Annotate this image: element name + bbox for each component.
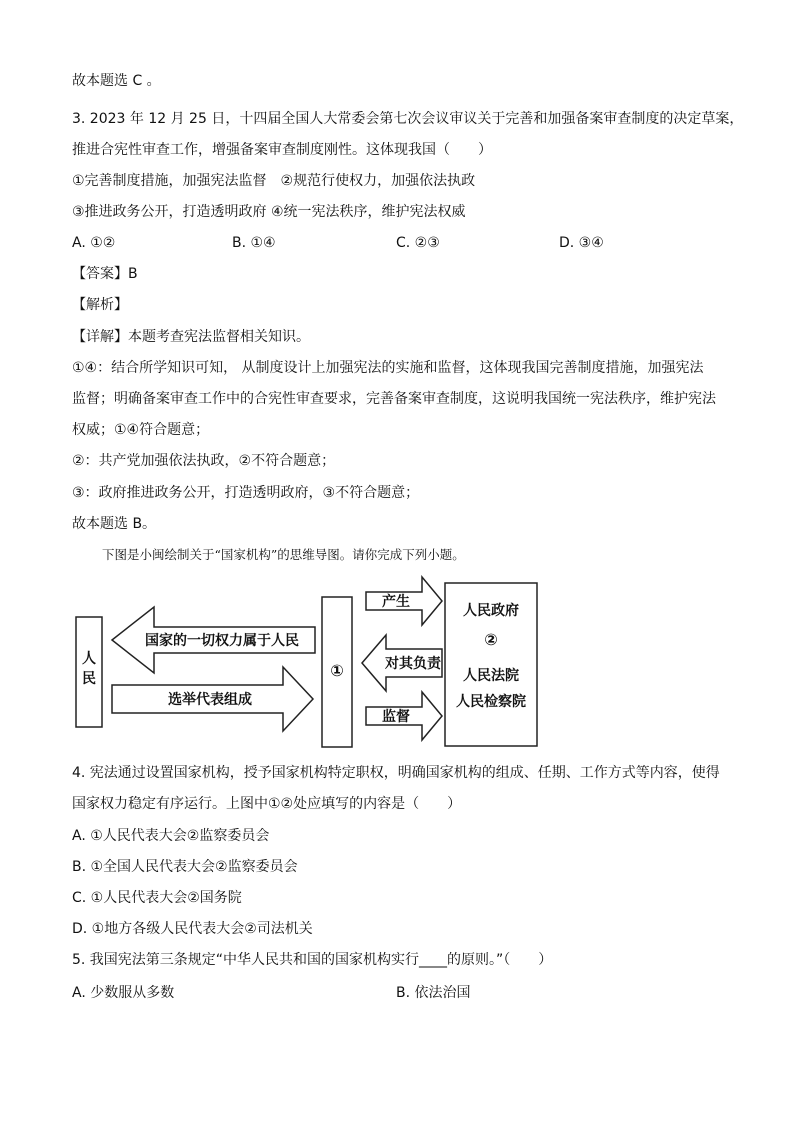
center-label: ① [330,661,344,680]
option-c: C. ②③ [396,235,440,251]
analysis-heading: 【解析】 [72,297,128,313]
arrow-power-label: 国家的一切权力属于人民 [145,633,299,649]
question-4-stem: 4. 宪法通过设置国家机构，授予国家机构特定职权，明确国家机构的组成、任期、工作方式等内容，使得 [72,765,720,781]
explanation-2: ②：共产党加强依法执政，②不符合题意； [72,453,336,469]
mind-map-diagram [70,575,550,755]
question-3-statement-34: ③推进政务公开，打造透明政府 ④统一宪法秩序，维护宪法权威 [72,204,466,220]
supervise-label: 监督 [382,709,410,725]
question-5-stem: 5. 我国宪法第三条规定“中华人民共和国的国家机构实行____的原则。”（ ） [72,952,553,968]
question-3-stem-cont: 推进合宪性审查工作，增强备案审查制度刚性。这体现我国（ ） [72,142,492,158]
produce-label: 产生 [382,594,410,610]
q5-option-b: B. 依法治国 [396,985,471,1001]
organ-2-label: ② [484,630,498,649]
option-b: B. ①④ [232,235,276,251]
explanation-14-b: 监督；明确备案审查工作中的合宪性审查要求，完善备案审查制度，这说明我国统一宪法秩序，维护宪法 [72,391,716,407]
explanation-14-c: 权威；①④符合题意； [72,422,210,438]
responsible-label: 对其负责 [385,656,441,672]
q4-option-c: C. ①人民代表大会②国务院 [72,890,242,906]
option-d: D. ③④ [559,235,604,251]
answer-line: 【答案】B [72,266,138,282]
q5-option-a: A. 少数服从多数 [72,985,175,1001]
court-label: 人民法院 [463,668,519,684]
q4-option-a: A. ①人民代表大会②监察委员会 [72,828,270,844]
question-4-stem-cont: 国家权力稳定有序运行。上图中①②处应填写的内容是（ ） [72,796,462,812]
arrow-elect-label: 选举代表组成 [168,692,252,708]
q4-option-d: D. ①地方各级人民代表大会②司法机关 [72,921,313,937]
people-label-2: 民 [82,671,96,687]
explanation-3: ③：政府推进政务公开，打造透明政府，③不符合题意； [72,485,420,501]
mindmap-intro: 下图是小闽绘制关于“国家机构”的思维导图。请你完成下列小题。 [102,547,465,562]
detail-line: 【详解】本题考查宪法监督相关知识。 [72,329,310,345]
procuratorate-label: 人民检察院 [456,694,526,710]
gov-label: 人民政府 [463,603,519,619]
explanation-14-a: ①④：结合所学知识可知， 从制度设计上加强宪法的实施和监督，这体现我国完善制度措施，加强宪法 [72,360,704,376]
q4-option-b: B. ①全国人民代表大会②监察委员会 [72,859,298,875]
question-3-stem: 3. 2023 年 12 月 25 日，十四届全国人大常委会第七次会议审议关于完善和加强备案审查制度的决定草案， [72,111,744,127]
option-a: A. ①② [72,235,116,251]
text-line: 故本题选 C 。 [72,73,161,89]
people-label-1: 人 [82,651,96,667]
question-3-statement-12: ①完善制度措施，加强宪法监督 ②规范行使权力，加强依法执政 [72,173,476,189]
conclusion-line: 故本题选 B。 [72,516,157,532]
